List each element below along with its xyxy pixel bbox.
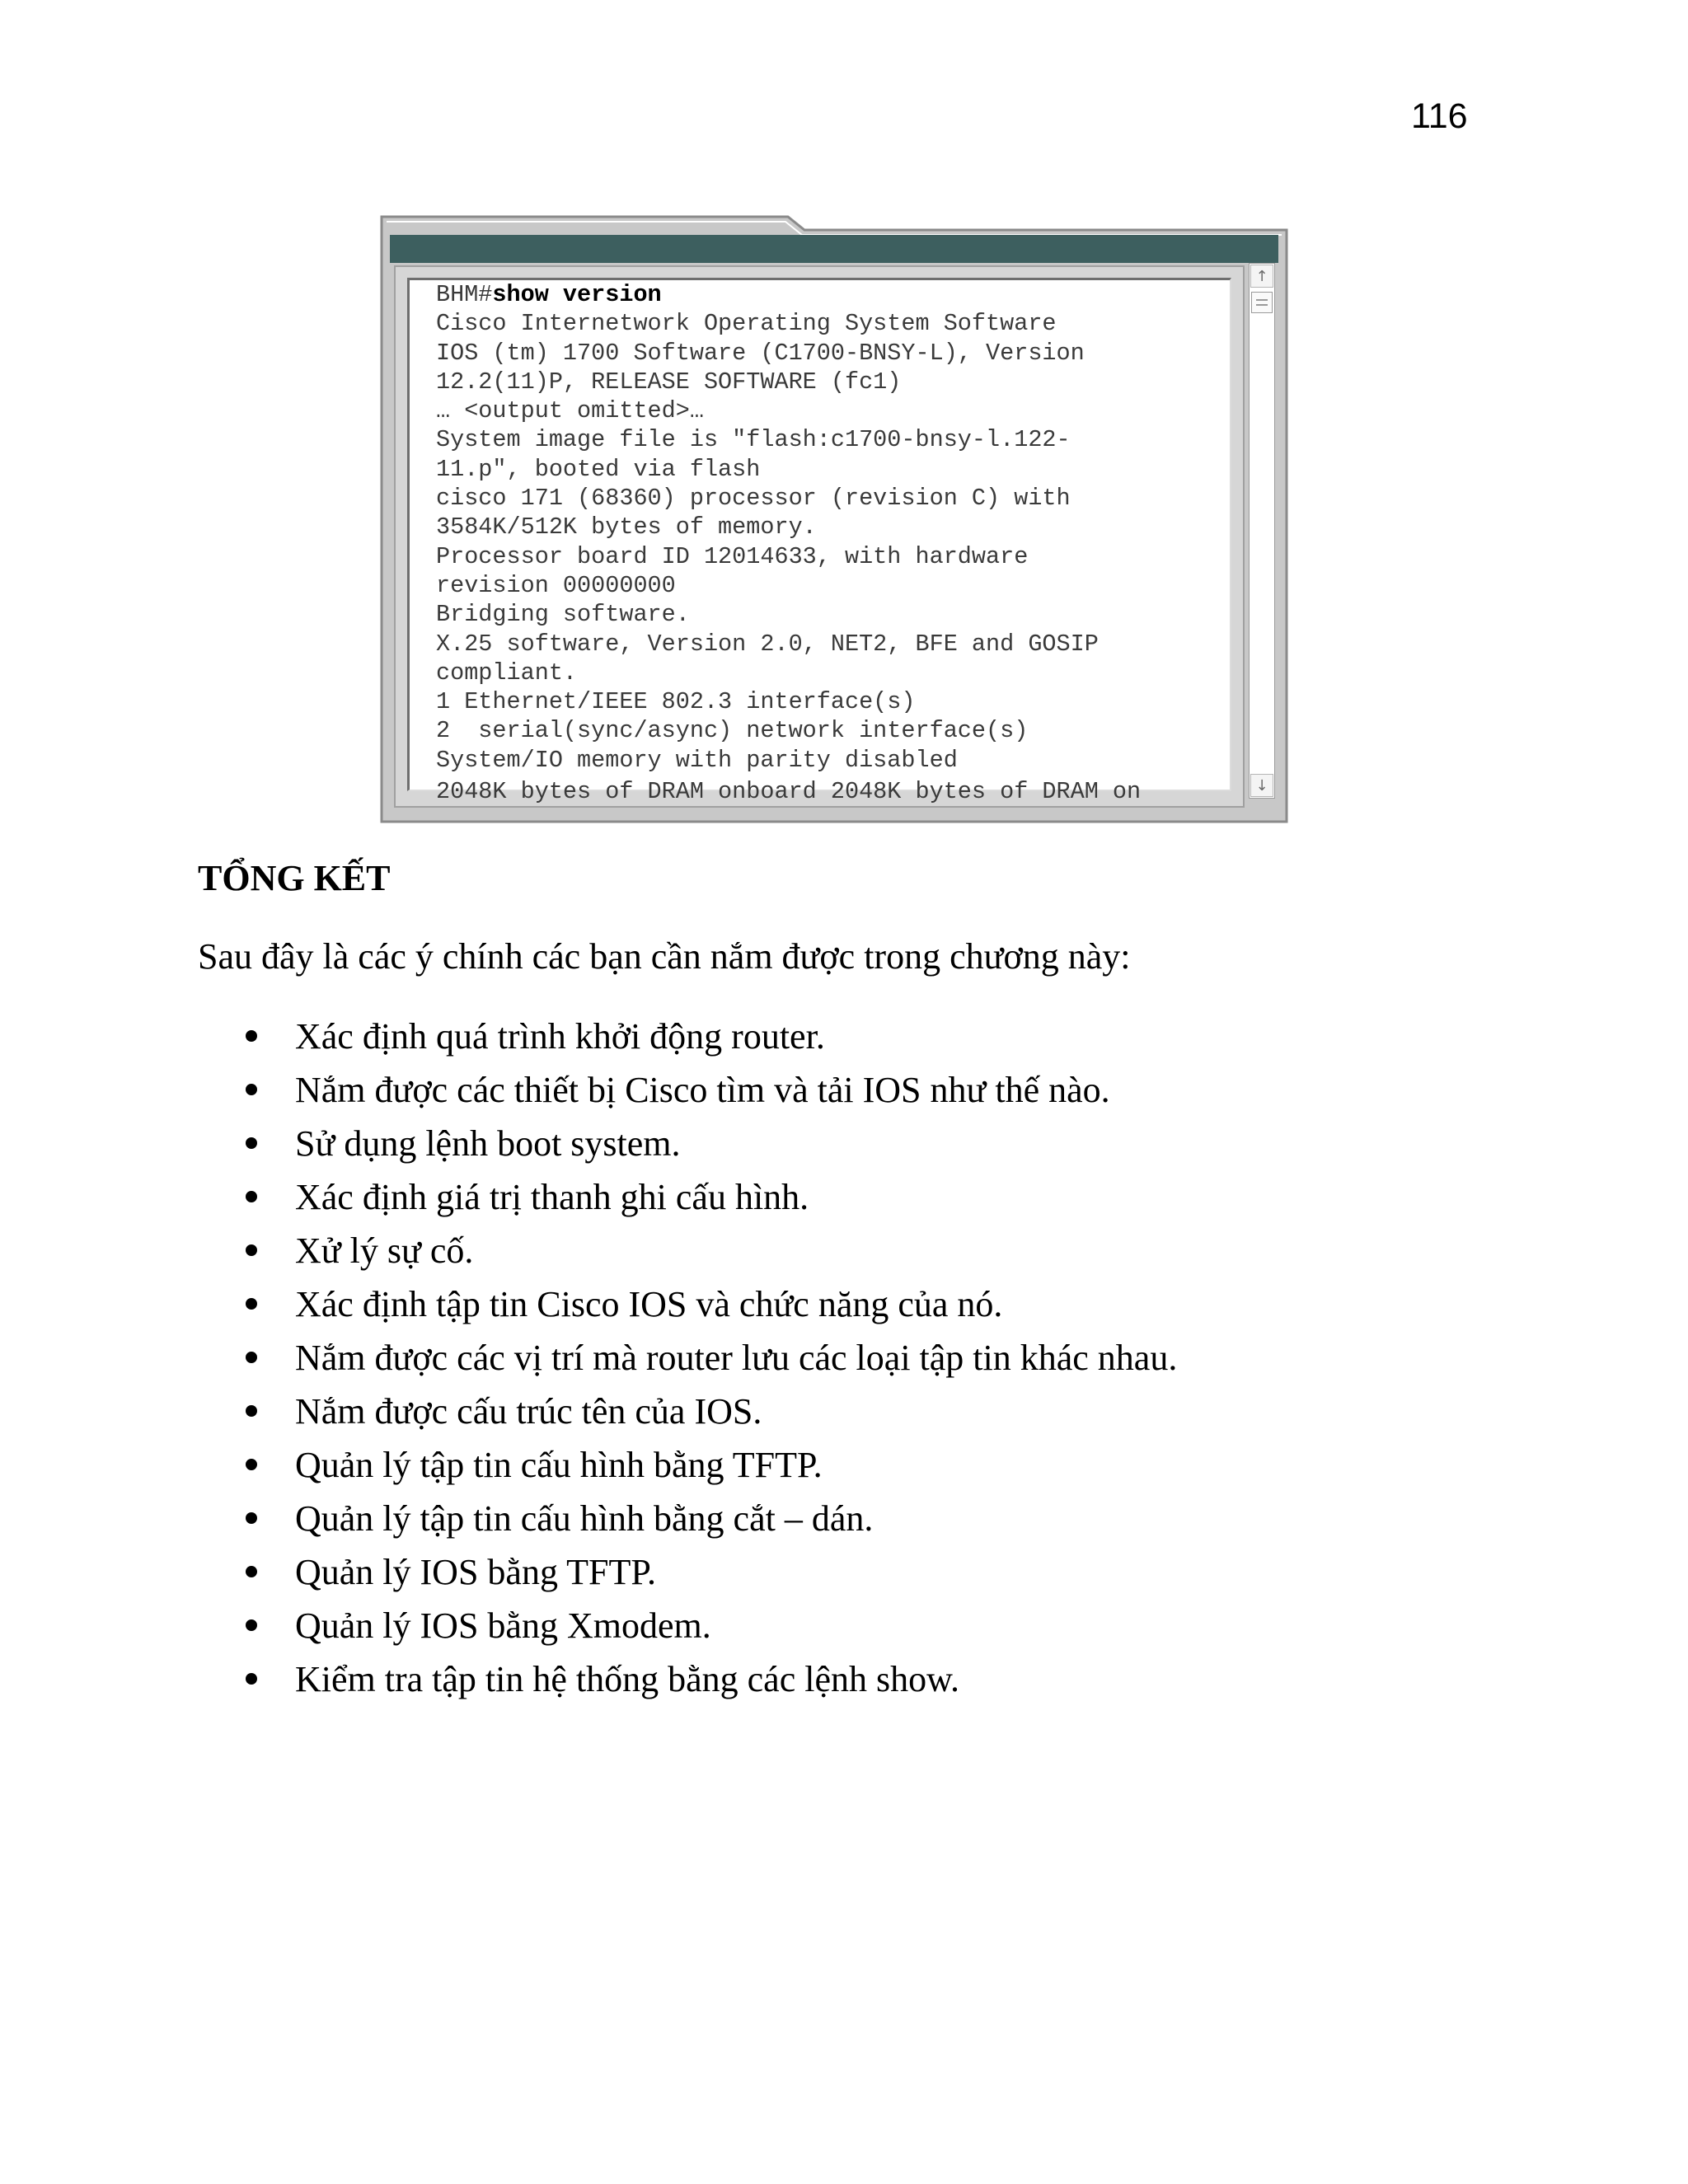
terminal-line: IOS (tm) 1700 Software (C1700-BNSY-L), Version (436, 339, 1085, 367)
page-number: 116 (1411, 96, 1468, 136)
list-item-text: Nắm được các thiết bị Cisco tìm và tải IOS như thế nào. (295, 1070, 1110, 1110)
list-item-text: Xử lý sự cố. (295, 1230, 474, 1271)
bullet-icon (246, 1512, 257, 1524)
bullet-icon (246, 1619, 257, 1631)
list-item-text: Quản lý tập tin cấu hình bằng TFTP. (295, 1445, 823, 1485)
terminal-command: show version (492, 281, 662, 308)
scroll-down-button[interactable] (1250, 774, 1273, 797)
bullet-icon (246, 1405, 257, 1417)
list-item-text: Nắm được các vị trí mà router lưu các loại tập tin khác nhau. (295, 1338, 1178, 1378)
summary-heading: TỔNG KẾT (198, 858, 391, 898)
bullet-icon (246, 1459, 257, 1470)
terminal-line: 3584K/512K bytes of memory. (436, 513, 817, 541)
bullet-icon (246, 1137, 257, 1149)
summary-intro: Sau đây là các ý chính các bạn cần nắm được trong chương này: (198, 936, 1131, 977)
bullet-icon (246, 1191, 257, 1202)
terminal-screen (407, 278, 1231, 806)
terminal-line: 2 serial(sync/async) network interface(s) (436, 717, 1029, 745)
terminal-cut-line: 2048K bytes of DRAM onboard 2048K bytes of DRAM on (436, 778, 1142, 806)
terminal-prompt: BHM# (436, 281, 493, 308)
terminal-line: revision 00000000 (436, 571, 676, 599)
terminal-line: 1 Ethernet/IEEE 802.3 interface(s) (436, 688, 916, 716)
arrow-up-icon: ↑ (1255, 268, 1268, 285)
list-item-text: Kiểm tra tập tin hệ thống bằng các lệnh show. (295, 1659, 960, 1699)
terminal-output (436, 280, 1141, 804)
terminal-line: System/IO memory with parity disabled (436, 746, 958, 774)
terminal-line: Processor board ID 12014633, with hardware (436, 542, 1029, 570)
bullet-icon (246, 1084, 257, 1095)
terminal-scrollbar[interactable] (1249, 263, 1275, 799)
list-item-text: Xác định tập tin Cisco IOS và chức năng của nó. (295, 1284, 1003, 1324)
list-item-text: Nắm được cấu trúc tên của IOS. (295, 1391, 762, 1432)
terminal-command-line (436, 280, 1141, 309)
terminal-line: cisco 171 (68360) processor (revision C) with (436, 485, 1071, 513)
list-item-text: Sử dụng lệnh boot system. (295, 1123, 681, 1164)
terminal-title-bar (390, 235, 1278, 263)
terminal-line: X.25 software, Version 2.0, NET2, BFE and GOSIP (436, 630, 1099, 658)
terminal-line: Bridging software. (436, 601, 690, 629)
terminal-line: Cisco Internetwork Operating System Software (436, 310, 1057, 338)
list-item-text: Xác định giá trị thanh ghi cấu hình. (295, 1177, 809, 1217)
terminal-line: System image file is "flash:c1700-bnsy-l.122- (436, 426, 1071, 454)
terminal-window (380, 215, 1288, 823)
arrow-down-icon: ↓ (1255, 777, 1268, 794)
bullet-icon (246, 1030, 257, 1042)
list-item-text: Quản lý IOS bằng TFTP. (295, 1552, 656, 1592)
terminal-line: compliant. (436, 658, 578, 687)
bullet-icon (246, 1352, 257, 1363)
scroll-up-button[interactable] (1250, 265, 1273, 288)
list-item-text: Xác định quá trình khởi động router. (295, 1016, 825, 1057)
bullet-icon (246, 1298, 257, 1310)
bullet-icon (246, 1566, 257, 1577)
bullet-icon (246, 1673, 257, 1685)
terminal-line: … <output omitted>… (436, 397, 704, 425)
bullet-icon (246, 1244, 257, 1256)
list-item-text: Quản lý tập tin cấu hình bằng cắt – dán. (295, 1498, 874, 1539)
scroll-thumb[interactable] (1251, 292, 1273, 313)
list-item-text: Quản lý IOS bằng Xmodem. (295, 1605, 711, 1646)
terminal-line: 12.2(11)P, RELEASE SOFTWARE (fc1) (436, 368, 902, 396)
terminal-line: 11.p", booted via flash (436, 455, 761, 483)
